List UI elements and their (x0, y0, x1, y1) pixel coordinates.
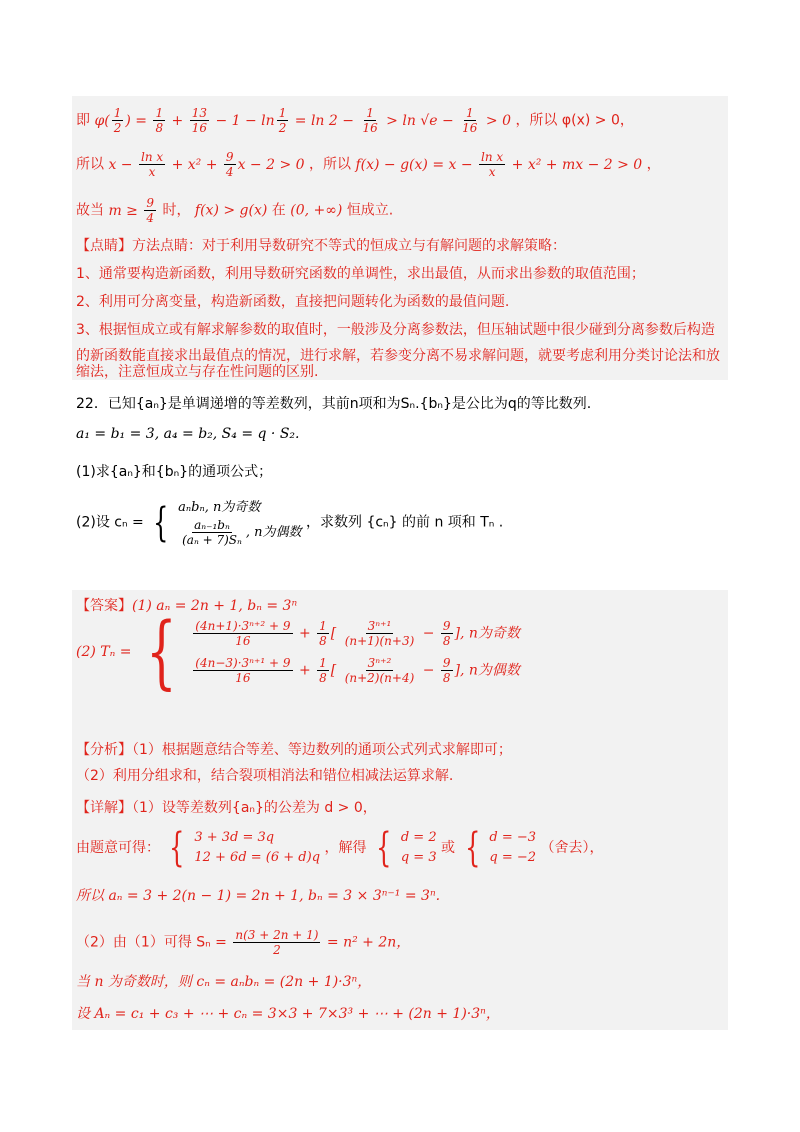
detail-line-6: 设 Aₙ = c₁ + c₃ + ⋯ + cₙ = 3×3 + 7×3³ + ⋯ + (2n + 1)·3ⁿ， (76, 1006, 500, 1022)
top-line-2: 所以 x − $\frac{\text{ln x}}{x}$ + x² + $\frac{9}{4}$ x − 2 > 0 ，所以 f(x) − g(x) = x − $\frac{\text{ln x}}{x}$ + x² + mx − 2 > 0 ， (76, 150, 661, 179)
detail-line-4: （2）由（1）可得 Sₙ = $\frac{n(3 + 2n + 1)}{2}$ = n² + 2n， (76, 928, 411, 957)
top-line-3: 故当 m ≥ $\frac{9}{4}$ 时， f(x) > g(x) 在 (0, +∞) 恒成立. (76, 196, 394, 225)
answer-line-1: 【答案】(1) aₙ = 2n + 1, bₙ = 3ⁿ (76, 598, 298, 614)
tip-item-3b: 的新函数能直接求出最值点的情况，进行求解，若参变分离不易求解问题，就要考虑利用分类讨论法和放 (76, 348, 720, 364)
tip-heading: 【点睛】方法点睛：对于利用导数研究不等式的恒成立与有解问题的求解策略： (76, 238, 566, 254)
problem-stem: 22．已知{aₙ}是单调递增的等差数列，其前n项和为Sₙ.{bₙ}是公比为q的等比数列. (76, 396, 592, 412)
analysis-line-2: （2）利用分组求和，结合裂项相消法和错位相减法运算求解. (76, 768, 454, 784)
problem-question-2: (2)设 cₙ = { aₙbₙ, n为奇数 $\frac{\text{aₙ₋₁bₙ}}{\text{(aₙ + 7)Sₙ}}$ , n为偶数 ，求数列 {cₙ} 的前 n 项和 Tₙ . (76, 499, 504, 547)
tip-item-1: 1、通常要构造新函数，利用导数研究函数的单调性，求出最值，从而求出参数的取值范围； (76, 266, 645, 282)
tip-item-3c: 缩法，注意恒成立与存在性问题的区别. (76, 364, 319, 380)
detail-line-3: 所以 aₙ = 3 + 2(n − 1) = 2n + 1, bₙ = 3 × 3ⁿ⁻¹ = 3ⁿ. (76, 888, 441, 904)
analysis-line-1: 【分析】（1）根据题意结合等差、等边数列的通项公式列式求解即可； (76, 742, 512, 758)
answer-line-2: (2) Tₙ = { $\frac{\text{(4n+1)·3ⁿ⁺² + 9}}{16}$ + $\frac{1}{8}$ [ $\frac{\text{3ⁿ⁺¹}}{(n+1)(n+3)}$ − $\frac{9}{8}$ ], n为奇数 $\frac{\text{(4n−3)·3ⁿ⁺¹ + 9}}{16}$ + $\frac{1}{8}$ [ $\frac{\text{3ⁿ⁺²}}{(n+2)(n+4)}$ − $\frac{9}{8}$ ], n为偶数 (76, 605, 520, 698)
problem-condition: a₁ = b₁ = 3, a₄ = b₂, S₄ = q · S₂. (76, 426, 300, 442)
top-line-1: 即 φ( $\frac{1}{2}$ ) = $\frac{1}{8}$ + $\frac{13}{16}$ − 1 − ln $\frac{1}{2}$ = ln 2 − $\frac{1}{16}$ > ln √e − $\frac{1}{16}$ > 0 ，所以 φ(x) > 0， (76, 106, 634, 135)
tip-item-2: 2、利用可分离变量，构造新函数，直接把问题转化为函数的最值问题. (76, 294, 510, 310)
problem-question-1: (1)求{aₙ}和{bₙ}的通项公式； (76, 464, 273, 480)
detail-line-2: 由题意可得： { 3 + 3d = 3q 12 + 6d = (6 + d)q ，解得 { d = 2 q = 3 或 { d = −3 q = −2 （舍去）， (76, 825, 604, 871)
detail-line-5: 当 n 为奇数时，则 cₙ = aₙbₙ = (2n + 1)·3ⁿ， (76, 974, 372, 990)
detail-line-1: 【详解】（1）设等差数列{aₙ}的公差为 d > 0， (76, 800, 377, 816)
tip-item-3a: 3、根据恒成立或有解求解参数的取值时，一般涉及分离参数法，但压轴试题中很少碰到分离参数后构造 (76, 322, 715, 338)
